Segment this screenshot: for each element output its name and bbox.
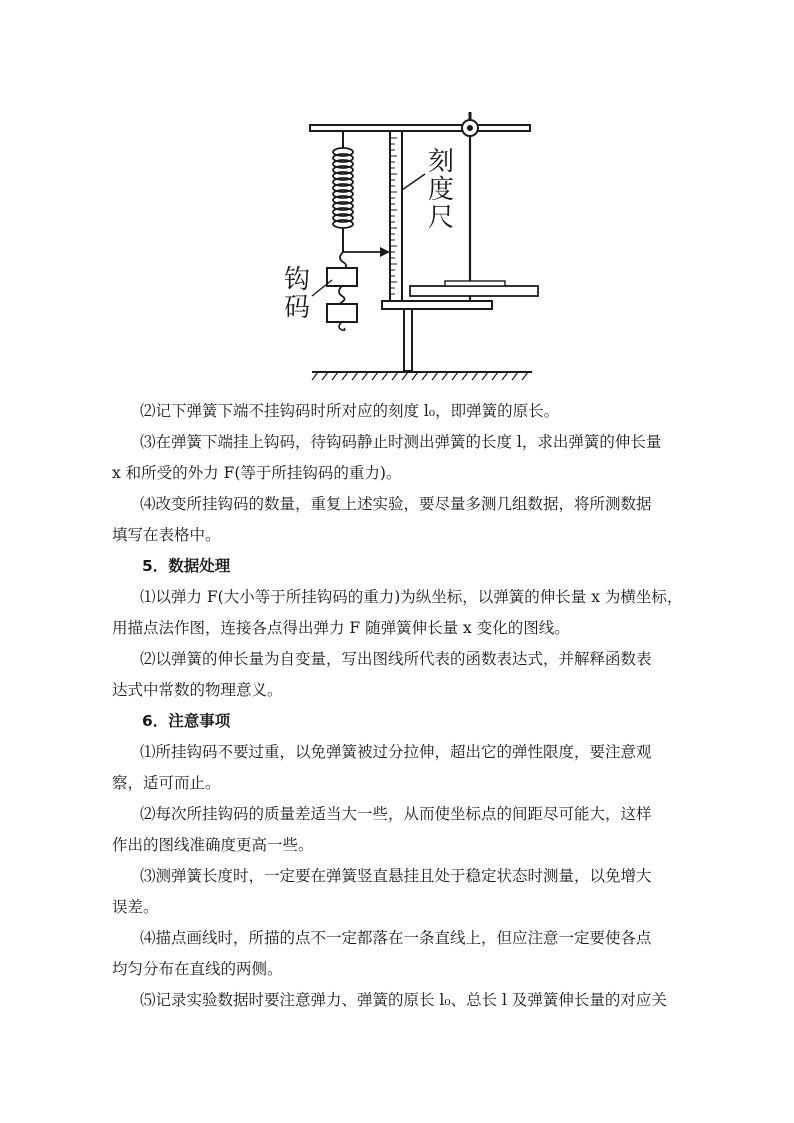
document-body [112, 396, 684, 1016]
ruler-label-2: 度 [428, 175, 455, 205]
step-3: ⑶在弹簧下端挂上钩码，待钩码静止时测出弹簧的长度 l，求出弹簧的伸长量 x 和所受的外力 F(等于所挂钩码的重力)。 [112, 433, 662, 482]
table-leg [404, 309, 412, 371]
section-5-item-2: ⑵以弹簧的伸长量为自变量，写出图线所代表的函数表达式，并解释函数表 达式中常数的物理意义。 [112, 650, 652, 699]
ruler-label-1: 刻 [428, 147, 455, 177]
weights-label-1: 钩 [284, 265, 311, 295]
section-6-item-1: ⑴所挂钩码不要过重，以免弹簧被过分拉伸，超出它的弹性限度，要注意观 察，适可而止。 [112, 743, 652, 792]
section-5-heading: 5．数据处理 [142, 557, 231, 575]
section-6-item-2: ⑵每次所挂钩码的质量差适当大一些，从而使坐标点的间距尽可能大，这样 作出的图线准确度更高一些。 [112, 805, 652, 854]
apparatus-diagram [270, 100, 550, 390]
section-6-item-5: ⑸记录实验数据时要注意弹力、弹簧的原长 l₀、总长 l 及弹簧伸长量的对应关 [140, 991, 667, 1009]
weight-2 [327, 304, 357, 322]
section-5-item-1: ⑴以弹力 F(大小等于所挂钩码的重力)为纵坐标，以弹簧的伸长量 x 为横坐标， 用描点法作图，连接各点得出弹力 F 随弹簧伸长量 x 变化的图线。 [112, 588, 683, 637]
spring [333, 148, 353, 228]
top-bar [310, 125, 530, 131]
weight-1 [327, 268, 357, 286]
section-6-item-3: ⑶测弹簧长度时，一定要在弹簧竖直悬挂且处于稳定状态时测量，以免增大 误差。 [112, 867, 652, 916]
ruler-label-3: 尺 [428, 203, 455, 233]
section-6-item-4: ⑷描点画线时，所描的点不一定都落在一条直线上，但应注意一定要使各点 均匀分布在直线的两侧。 [112, 929, 652, 978]
table-top [382, 301, 492, 309]
base-block [410, 286, 538, 296]
step-4: ⑷改变所挂钩码的数量，重复上述实验，要尽量多测几组数据，将所测数据 填写在表格中。 [112, 495, 652, 544]
spring-experiment-figure [270, 100, 550, 390]
weights-label-2: 码 [284, 293, 311, 323]
section-6-heading: 6．注意事项 [142, 712, 231, 730]
step-2: ⑵记下弹簧下端不挂钩码时所对应的刻度 l₀，即弹簧的原长。 [140, 402, 560, 420]
